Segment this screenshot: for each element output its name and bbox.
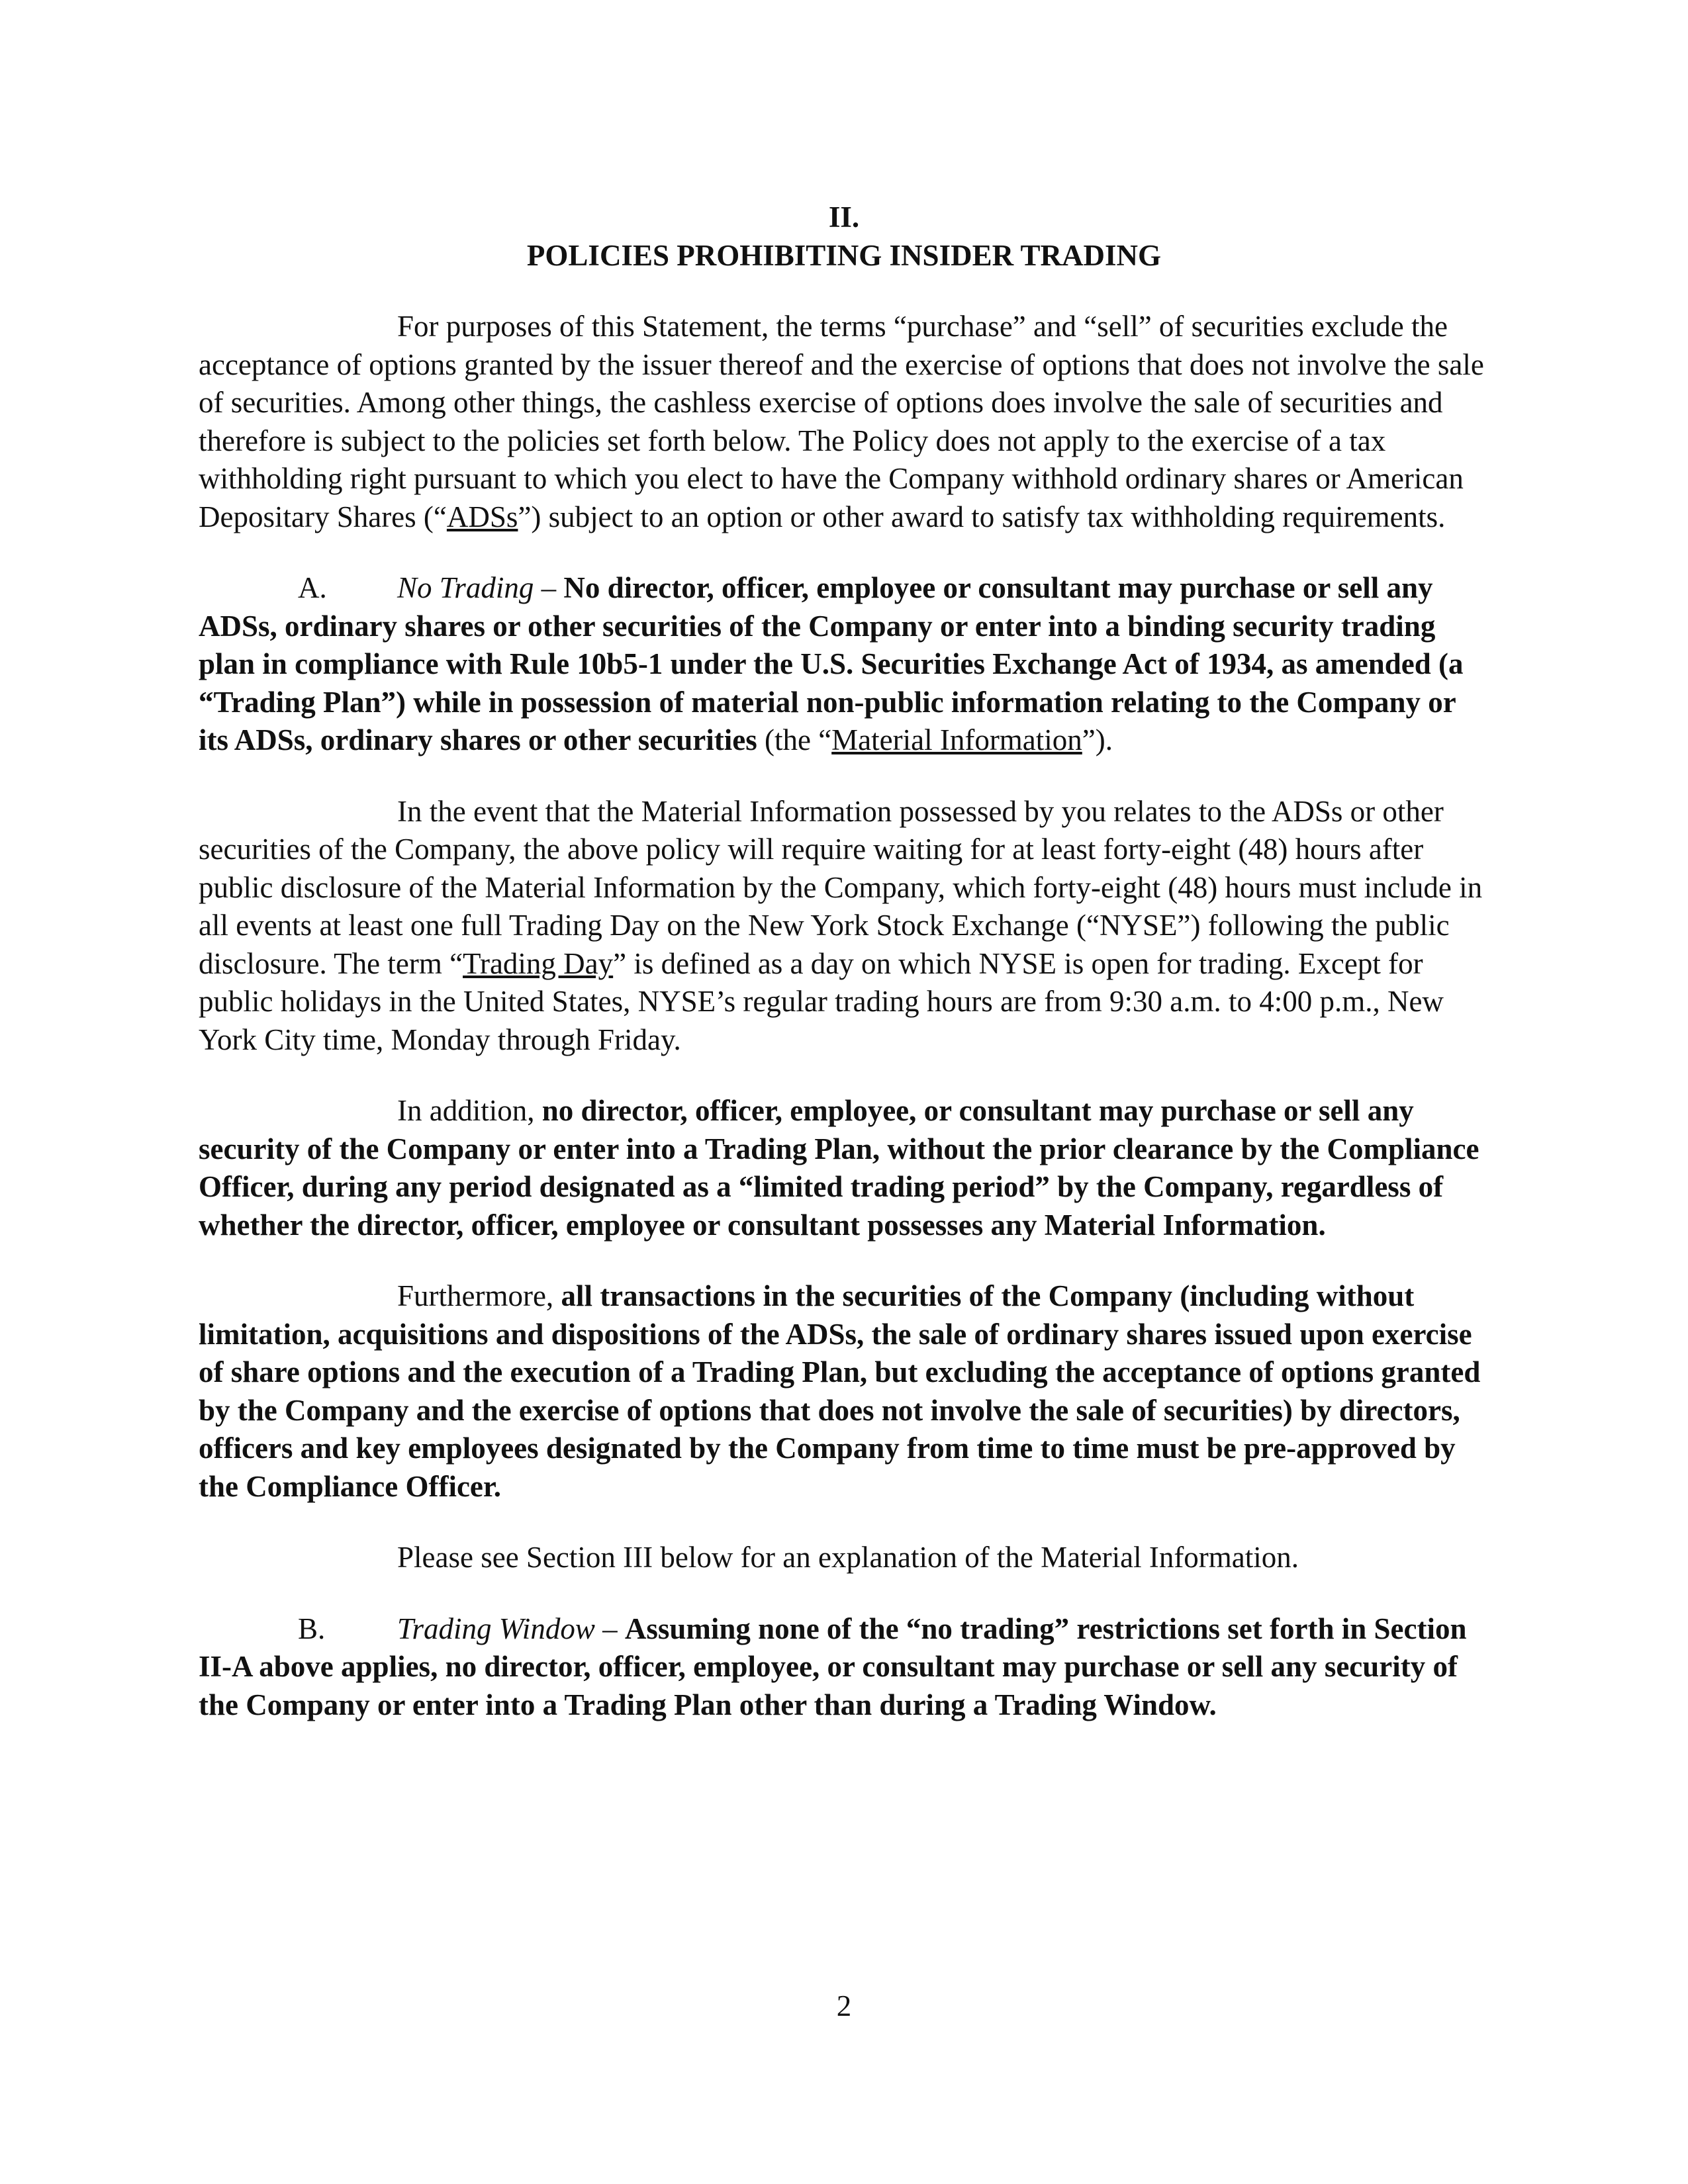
page-number: 2: [836, 1989, 852, 2023]
section-b-paragraph: [199, 1610, 1489, 1725]
section-a-dash: –: [534, 571, 564, 604]
section-b-dash: –: [594, 1612, 625, 1645]
paragraph-furthermore: [199, 1277, 1489, 1506]
paragraph-bold-text: all transactions in the securities of the Company (including without limitation, acquisitions and dispositions of the ADSs, the sale of ordinary shares issued upon exercise of share options and the execution of a Trading Plan, but excluding the acceptance of options granted by the Company and the exercise of options that does not involve the sale of securities) by directors, officers and key employees designated by the Company from time to time must be pre-approved by the Compliance Officer.: [199, 1279, 1481, 1503]
defined-term-trading-day: Trading Day: [463, 946, 614, 980]
document-page: [199, 199, 1489, 1757]
section-b-bold-text: Assuming none of the “no trading” restrictions set forth in Section II-A above applies, no director, officer, employee, or consultant may purchase or sell any security of the Company or enter into a Trading Plan other than during a Trading Window.: [199, 1612, 1467, 1721]
paragraph-event: [199, 793, 1489, 1060]
paragraph-lead: Furthermore,: [397, 1279, 561, 1312]
paragraph-lead: In addition,: [397, 1094, 542, 1127]
section-a-paragraph: [199, 569, 1489, 760]
section-b-letter: B.: [298, 1612, 326, 1645]
section-b-title: Trading Window: [397, 1612, 595, 1645]
defined-term-adss: ADSs: [446, 500, 518, 533]
paragraph-addition: [199, 1092, 1489, 1244]
paragraph-text: For purposes of this Statement, the terms “purchase” and “sell” of securities exclude the acceptance of options granted by the issuer thereof and the exercise of options that does not involve the sale of securities. Among other things, the cashless exercise of options does involve the sale of securities and therefore is subject to the policies set forth below. The Policy does not apply to the exercise of a tax withholding right pursuant to which you elect to have the Company withhold ordinary shares or American Depositary Shares (“: [199, 310, 1484, 533]
paragraph-text: In the event that the Material Information possessed by you relates to the ADSs or other securities of the Company, the above policy will require waiting for at least forty-eight (48) hours after public disclosure of the Material Information by the Company, which forty-eight (48) hours must include in all events at least one full Trading Day on the New York Stock Exchange (“NYSE”) following the public disclosure. The term “: [199, 794, 1483, 980]
paragraph-bold-text: no director, officer, employee, or consultant may purchase or sell any security of the Company or enter into a Trading Plan, without the prior clearance by the Compliance Officer, during any period designated as a “limited trading period” by the Company, regardless of whether the director, officer, employee or consultant possesses any Material Information.: [199, 1094, 1479, 1242]
paragraph-see-section: Please see Section III below for an explanation of the Material Information.: [397, 1541, 1299, 1574]
section-title: POLICIES PROHIBITING INSIDER TRADING: [526, 238, 1162, 272]
section-a-letter: A.: [298, 571, 327, 604]
paragraph-text: ”) subject to an option or other award to satisfy tax withholding requirements.: [518, 500, 1446, 533]
defined-term-material-information: Material Information: [831, 723, 1082, 756]
paragraph-text: ” is defined as a day on which NYSE is open for trading. Except for public holidays in the United States, NYSE’s regular trading hours are from 9:30 a.m. to 4:00 p.m., New York City time, Monday through Friday.: [199, 946, 1444, 1056]
section-a-tail-end: ”).: [1082, 723, 1113, 756]
section-a-bold-text: No director, officer, employee or consultant may purchase or sell any ADSs, ordinary shares or other securities of the Company or enter into a binding security trading plan in compliance with Rule 10b5-1 under the U.S. Securities Exchange Act of 1934, as amended (a “Trading Plan”) while in possession of material non-public information relating to the Company or its ADSs, ordinary shares or other securities: [199, 571, 1464, 756]
paragraph-definitions: [199, 308, 1489, 536]
section-a-title: No Trading: [397, 571, 534, 604]
section-number: II.: [828, 201, 860, 234]
section-a-tail: (the “: [757, 723, 832, 756]
